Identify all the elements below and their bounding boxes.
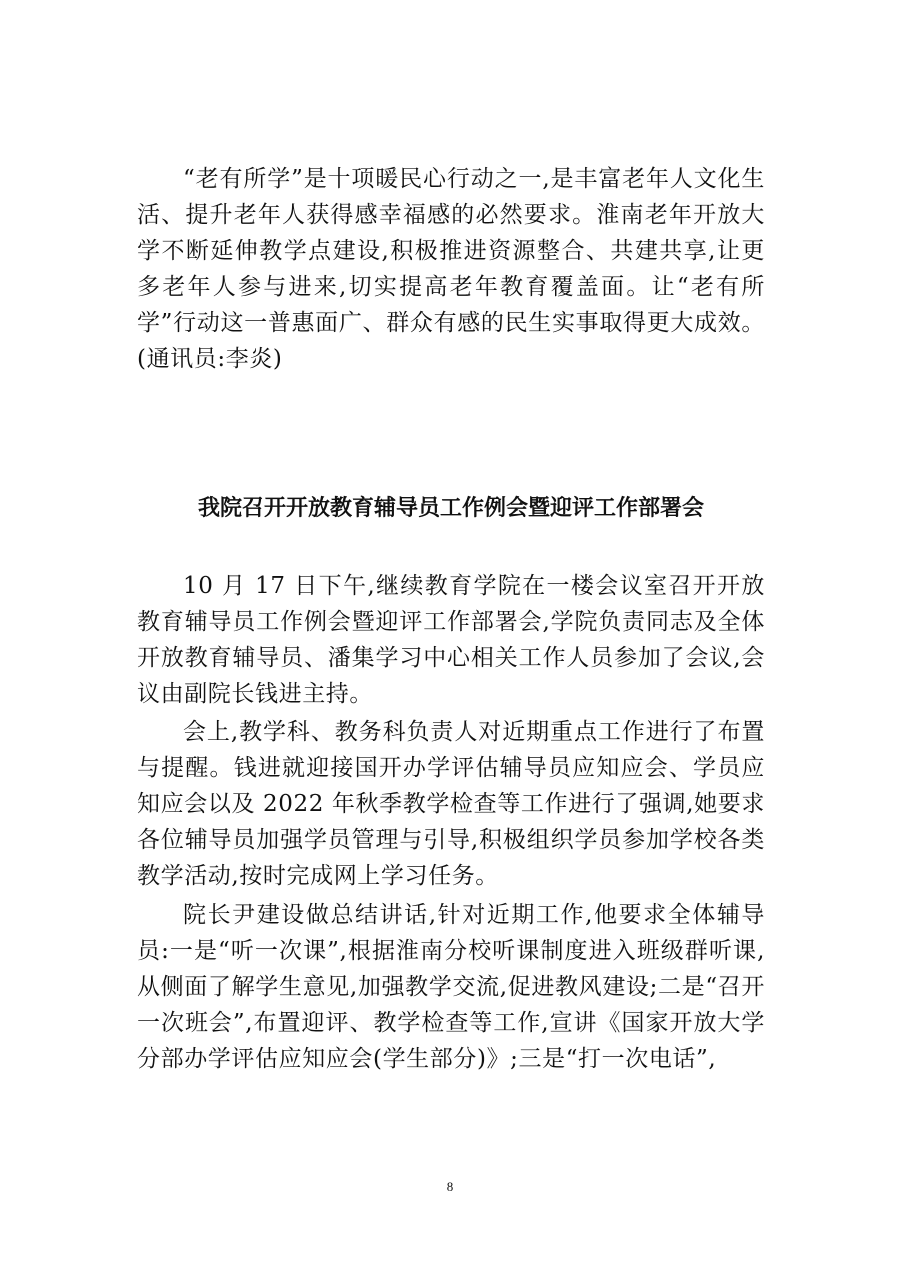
paragraph-president-speech: 院长尹建设做总结讲话,针对近期工作,他要求全体辅导员:一是“听一次课”,根据淮南分校听课制度进入班级群听课,从侧面了解学生意见,加强教学交流,促进教风建设;二是“召开一次班会”,布置迎评、教学检查等工作,宣讲《国家开放大学分部办学评估应知应会(学生部分)》;三是“打一次电话”, <box>137 902 765 1072</box>
paragraph-meeting-details: 会上,教学科、教务科负责人对近期重点工作进行了布置与提醒。钱进就迎接国开办学评估辅导员应知应会、学员应知应会以及 2022 年秋季教学检查等工作进行了强调,她要求各位辅导员加强学员管理与引导,积极组织学员参加学校各类教学活动,按时完成网上学习任务。 <box>137 719 765 889</box>
paragraph-elderly-learning: “老有所学”是十项暖民心行动之一,是丰富老年人文化生活、提升老年人获得感幸福感的必然要求。淮南老年开放大学不断延伸教学点建设,积极推进资源整合、共建共享,让更多老年人参与进来,切实提高老年教育覆盖面。让“老有所学”行动这一普惠面广、群众有感的民生实事取得更大成效。(通讯员:李炎) <box>137 166 765 372</box>
article-title: 我院召开开放教育辅导员工作例会暨迎评工作部署会 <box>197 496 704 521</box>
page-number: 8 <box>446 1179 454 1194</box>
paragraph-meeting-intro: 10 月 17 日下午,继续教育学院在一楼会议室召开开放教育辅导员工作例会暨迎评工作部署会,学院负责同志及全体开放教育辅导员、潘集学习中心相关工作人员参加了会议,会议由副院长钱进主持。 <box>137 573 765 707</box>
